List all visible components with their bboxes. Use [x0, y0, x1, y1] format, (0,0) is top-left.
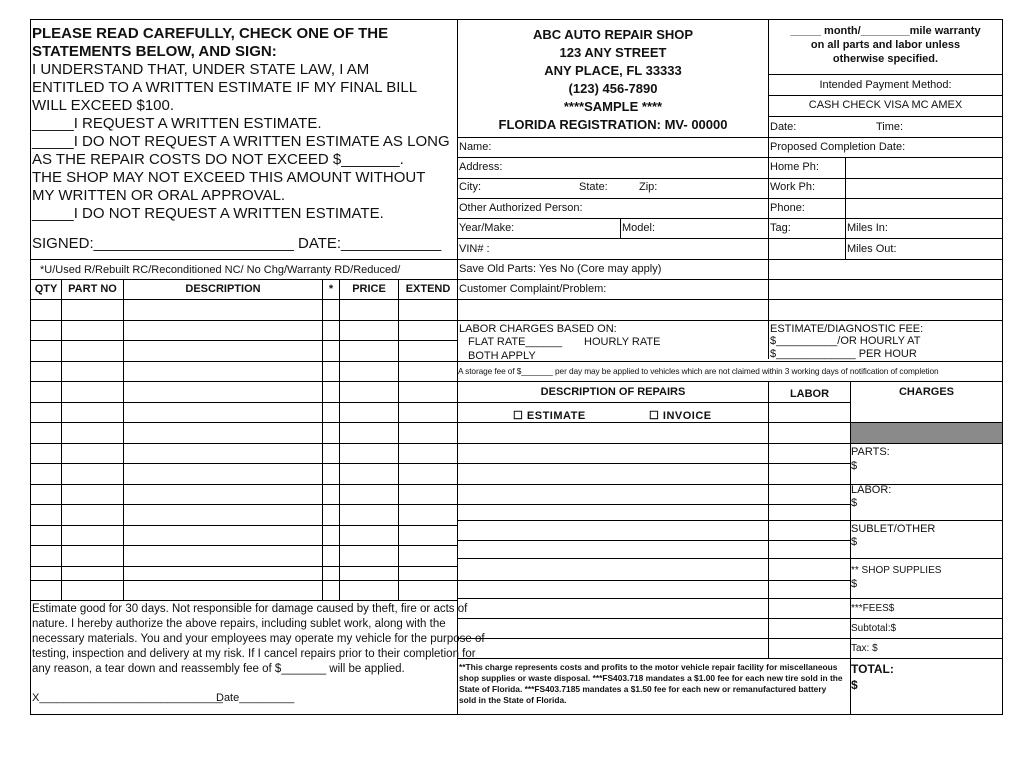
col-extend: EXTEND — [405, 283, 451, 295]
sublet-charge-field[interactable]: $ — [851, 536, 858, 548]
consent-line-6: AS THE REPAIR COSTS DO NOT EXCEED $_______. — [32, 151, 404, 168]
model-field[interactable]: Model: — [622, 222, 656, 234]
footnote-line-3: State of Florida. ***FS403.7185 mandates a $1.50 fee for each new or remanufactured battery — [459, 684, 827, 694]
footnote-line-2: shop supplies or waste disposal. ***FS403.718 mandates a $1.00 fee for each new tire sold in the — [459, 673, 843, 683]
consent-line-2: ENTITLED TO A WRITTEN ESTIMATE IF MY FINAL BILL — [32, 79, 418, 96]
shop-phone: (123) 456-7890 — [568, 81, 658, 96]
authorization-date-field[interactable]: Date_________ — [216, 692, 295, 704]
shop-supplies-label: ** SHOP SUPPLIES — [851, 565, 942, 576]
consent-heading-2: STATEMENTS BELOW, AND SIGN: — [32, 43, 277, 60]
consent-heading-1: PLEASE READ CAREFULLY, CHECK ONE OF THE — [32, 25, 389, 42]
year-make-field[interactable]: Year/Make: — [459, 222, 515, 234]
shop-city: ANY PLACE, FL 33333 — [544, 63, 682, 78]
col-star: * — [328, 283, 334, 295]
footnote-line-4: sold in the State of Florida. — [459, 695, 567, 705]
sample-label: ****SAMPLE **** — [563, 99, 663, 114]
hourly-rate-option[interactable]: HOURLY RATE — [584, 336, 661, 348]
shop-registration: FLORIDA REGISTRATION: MV- 00000 — [498, 117, 728, 132]
terms-line-4: testing, inspection and delivery at my risk. If I cancel repairs prior to their completion for — [32, 648, 476, 660]
option-no-estimate[interactable]: _____I DO NOT REQUEST A WRITTEN ESTIMATE. — [32, 205, 384, 222]
terms-line-3: necessary materials. You and your employees may operate my vehicle for the purpose of — [32, 633, 485, 645]
tax-field[interactable]: Tax: $ — [851, 643, 878, 654]
phone-field[interactable]: Phone: — [770, 202, 805, 214]
diagnostic-fee-label: ESTIMATE/DIAGNOSTIC FEE: — [770, 323, 924, 335]
consent-line-7: THE SHOP MAY NOT EXCEED THIS AMOUNT WITHOUT — [32, 169, 426, 186]
vin-field[interactable]: VIN# : — [459, 243, 490, 255]
zip-field[interactable]: Zip: — [639, 181, 658, 193]
miles-out-field[interactable]: Miles Out: — [847, 243, 897, 255]
home-phone-field[interactable]: Home Ph: — [770, 161, 819, 173]
sublet-charge-label: SUBLET/OTHER — [851, 523, 936, 535]
diagnostic-fee-field[interactable]: $__________/OR HOURLY AT — [770, 335, 921, 347]
labor-header: LABOR — [789, 388, 830, 400]
terms-line-2: nature. I hereby authorize the above repairs, including sublet work, along with the — [32, 618, 446, 630]
description-of-repairs-header: DESCRIPTION OF REPAIRS — [540, 386, 686, 398]
consent-line-1: I UNDERSTAND THAT, UNDER STATE LAW, I AM — [32, 61, 370, 78]
subtotal-field[interactable]: Subtotal:$ — [851, 623, 897, 634]
terms-line-1: Estimate good for 30 days. Not responsible for damage caused by theft, fire or acts of — [32, 603, 468, 615]
payment-method-label: Intended Payment Method: — [819, 79, 952, 91]
parts-charge-field[interactable]: $ — [851, 460, 858, 472]
flat-rate-option[interactable]: FLAT RATE______ — [468, 336, 563, 348]
warranty-line-2: on all parts and labor unless — [810, 39, 961, 51]
completion-date-field[interactable]: Proposed Completion Date: — [770, 141, 906, 153]
option-no-estimate-limit[interactable]: _____I DO NOT REQUEST A WRITTEN ESTIMATE AS LONG — [32, 133, 450, 150]
warranty-line-1[interactable]: _____ month/________mile warranty — [790, 25, 981, 37]
address-field[interactable]: Address: — [459, 161, 503, 173]
terms-line-5: any reason, a tear down and reassembly fee of $_______ will be applied. — [32, 663, 405, 675]
work-phone-field[interactable]: Work Ph: — [770, 181, 816, 193]
consent-line-8: MY WRITTEN OR ORAL APPROVAL. — [32, 187, 286, 204]
parts-charge-label: PARTS: — [851, 446, 890, 458]
total-label: TOTAL: — [851, 662, 894, 676]
total-field[interactable]: $ — [851, 678, 858, 692]
labor-based-label: LABOR CHARGES BASED ON: — [459, 323, 617, 335]
option-request-estimate[interactable]: _____I REQUEST A WRITTEN ESTIMATE. — [32, 115, 322, 132]
shop-supplies-field[interactable]: $ — [851, 578, 858, 590]
miles-in-field[interactable]: Miles In: — [847, 222, 888, 234]
save-old-parts[interactable]: Save Old Parts: Yes No (Core may apply) — [459, 263, 662, 275]
footnote-line-1: **This charge represents costs and profits to the motor vehicle repair facility for miscellaneous — [459, 662, 838, 672]
shop-street: 123 ANY STREET — [559, 45, 667, 60]
authorization-signature-field[interactable]: X______________________________ — [32, 692, 223, 704]
col-qty: QTY — [34, 283, 58, 295]
both-apply-option[interactable]: BOTH APPLY — [468, 350, 536, 362]
other-person-field[interactable]: Other Authorized Person: — [459, 202, 583, 214]
name-field[interactable]: Name: — [459, 141, 492, 153]
complaint-field[interactable]: Customer Complaint/Problem: — [459, 283, 607, 295]
warranty-line-3: otherwise specified. — [832, 53, 939, 65]
city-field[interactable]: City: — [459, 181, 481, 193]
state-field[interactable]: State: — [579, 181, 608, 193]
tag-field[interactable]: Tag: — [770, 222, 791, 234]
time-field[interactable]: Time: — [876, 121, 904, 133]
shop-name: ABC AUTO REPAIR SHOP — [532, 27, 694, 42]
storage-fee-notice: A storage fee of $_______ per day may be applied to vehicles which are not claimed within 3 working days of notification of completion — [458, 366, 939, 376]
date-field[interactable]: Date: — [770, 121, 797, 133]
estimate-checkbox[interactable]: ☐ ESTIMATE — [513, 410, 586, 422]
payment-method-options[interactable]: CASH CHECK VISA MC AMEX — [808, 99, 963, 111]
col-price: PRICE — [352, 283, 386, 295]
charges-header: CHARGES — [898, 386, 954, 398]
col-description: DESCRIPTION — [185, 283, 261, 295]
signature-date-field[interactable]: DATE:____________ — [298, 235, 442, 252]
col-part-no: PART NO — [68, 283, 117, 295]
consent-line-3: WILL EXCEED $100. — [32, 97, 175, 114]
fees-field[interactable]: ***FEES$ — [851, 603, 895, 614]
labor-charge-field[interactable]: $ — [851, 497, 858, 509]
signature-field[interactable]: SIGNED:________________________ — [32, 235, 294, 252]
labor-charge-label: LABOR: — [851, 484, 892, 496]
parts-legend: *U/Used R/Rebuilt RC/Reconditioned NC/ No Chg/Warranty RD/Reduced/ — [40, 264, 401, 276]
invoice-checkbox[interactable]: ☐ INVOICE — [649, 410, 712, 422]
per-hour-field[interactable]: $_____________ PER HOUR — [770, 348, 917, 360]
